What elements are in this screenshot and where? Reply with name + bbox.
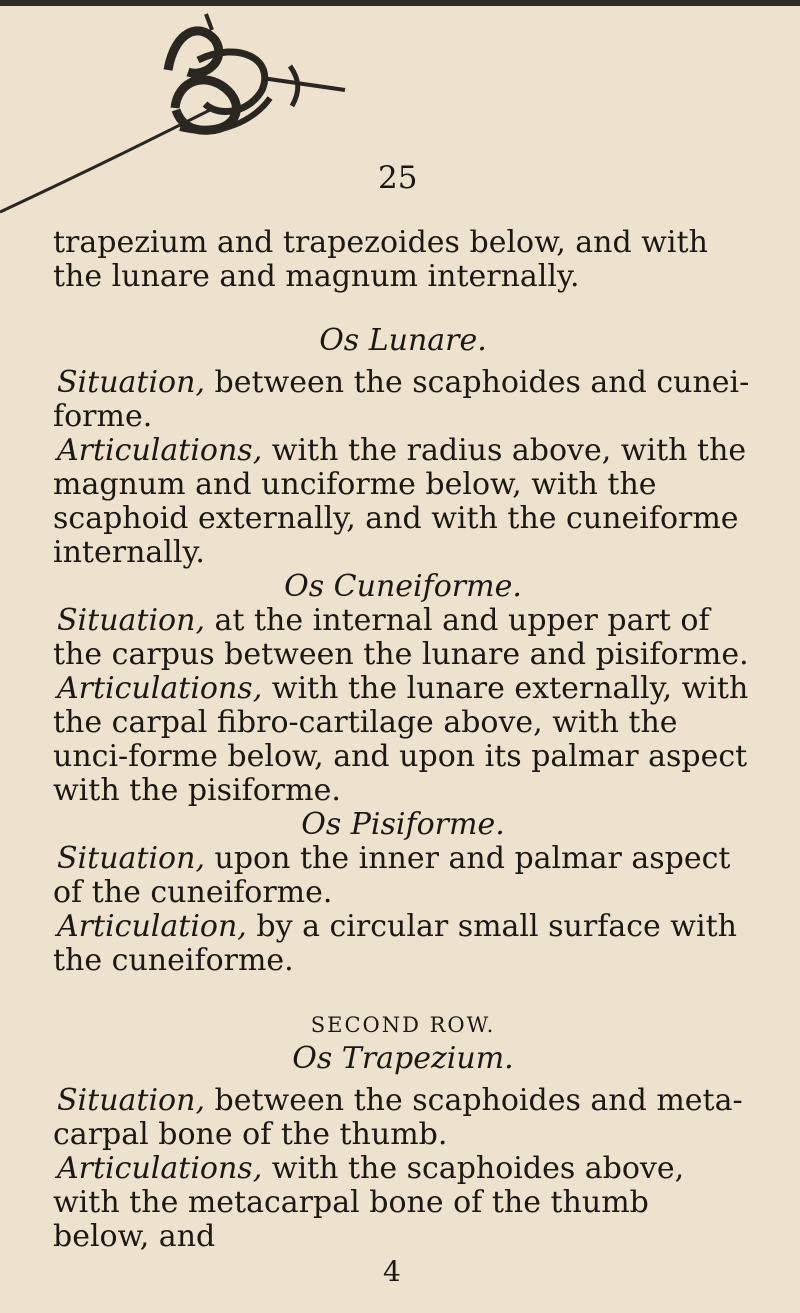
term-label: Articulations, — [57, 671, 263, 706]
term-label: Situation, — [57, 365, 205, 400]
heading-os-lunare: Os Lunare. — [319, 323, 487, 358]
heading-os-trapezium: Os Trapezium. — [292, 1041, 514, 1076]
section-heading-second-row: SECOND ROW. — [310, 1013, 496, 1037]
term-label: Situation, — [57, 603, 205, 638]
paragraph: trapezium and trapezoides below, and with the lunare and magnum internally. — [53, 225, 708, 294]
paragraph-text: with the radius above, with the magnum and unciforme below, with the scaphoid externally, and with the cuneiforme internally. — [53, 433, 747, 570]
paragraph-cuneiforme-articulations — [53, 672, 753, 808]
heading-os-cuneiforme: Os Cuneiforme. — [284, 569, 522, 604]
page-number: 25 — [378, 160, 418, 196]
term-label: Articulations, — [57, 1151, 263, 1186]
paragraph-text: between the scaphoides and cunei-forme. — [53, 365, 750, 434]
term-label: Situation, — [57, 841, 205, 876]
paragraph-text: at the internal and upper part of the carpus between the lunare and pisiforme. — [53, 603, 749, 672]
paragraph-trapezium-articulations — [53, 1152, 753, 1254]
paragraph-text: between the scaphoides and meta-carpal bone of the thumb. — [53, 1083, 743, 1152]
paragraph-trapezium-situation — [53, 1084, 753, 1152]
page-body — [53, 226, 753, 1254]
paragraph-pisiforme-articulation — [53, 910, 753, 978]
paragraph-text: with the lunare externally, with the carpal fibro-cartilage above, with the unci-forme below, and upon its palmar aspect with the pisiforme. — [53, 671, 749, 808]
term-label: Articulations, — [57, 433, 263, 468]
signature-mark: 4 — [383, 1255, 401, 1288]
paragraph-lunare-situation — [53, 366, 753, 434]
paragraph-text: with the scaphoides above, with the metacarpal bone of the thumb below, and — [53, 1151, 685, 1254]
paragraph-cuneiforme-situation — [53, 604, 753, 672]
paragraph-text: by a circular small surface with the cuneiforme. — [53, 909, 737, 978]
paragraph-text: upon the inner and palmar aspect of the cuneiforme. — [53, 841, 731, 910]
paragraph-pisiforme-situation — [53, 842, 753, 910]
term-label: Articulation, — [57, 909, 247, 944]
ownership-monogram-icon — [0, 0, 380, 215]
term-label: Situation, — [57, 1083, 205, 1118]
heading-os-pisiforme: Os Pisiforme. — [301, 807, 505, 842]
paragraph-lunare-articulations — [53, 434, 753, 570]
